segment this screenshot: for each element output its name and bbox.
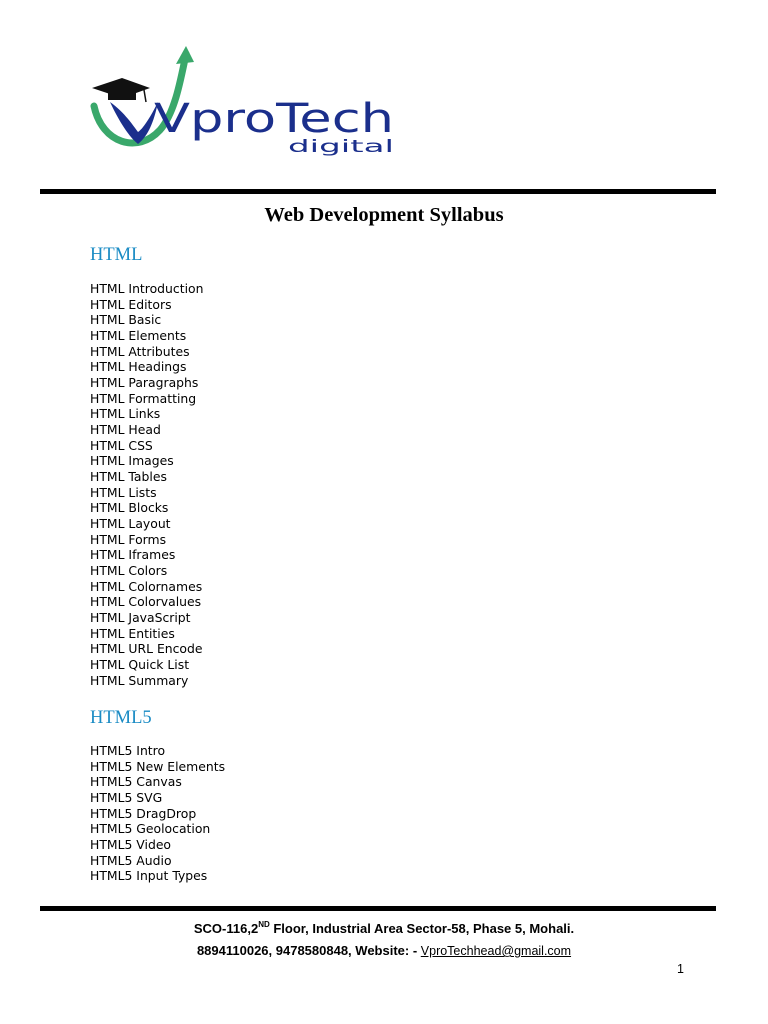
list-item: HTML Links xyxy=(90,406,161,422)
list-item: HTML Basic xyxy=(90,312,162,328)
list-item: HTML Colornames xyxy=(90,578,203,594)
list-item: HTML5 Canvas xyxy=(90,774,182,790)
logo-wordmark: VproTech xyxy=(154,96,394,142)
list-item: HTML Layout xyxy=(90,516,171,532)
list-item: HTML Summary xyxy=(90,672,189,688)
list-item: HTML Tables xyxy=(90,469,167,485)
list-item: HTML Introduction xyxy=(90,281,204,296)
address-prefix: SCO-116,2 xyxy=(193,921,259,936)
topic-list-html5 xyxy=(90,743,225,884)
list-item: HTML Paragraphs xyxy=(90,375,199,391)
list-item: HTML Editors xyxy=(90,296,172,312)
contact-text: 8894110026, 9478580848, Website: - xyxy=(196,943,421,958)
address-suffix: Floor, Industrial Area Sector-58, Phase 5, Mohali. xyxy=(269,921,575,936)
header-divider xyxy=(40,189,716,194)
list-item: HTML Images xyxy=(90,453,174,469)
section-heading-html: HTML xyxy=(90,245,143,265)
list-item: HTML Entities xyxy=(90,625,175,641)
list-item: HTML Forms xyxy=(90,531,167,547)
list-item: HTML Attributes xyxy=(90,343,190,359)
address-superscript: ND xyxy=(258,920,270,929)
list-item: HTML Quick List xyxy=(90,657,190,673)
footer-address xyxy=(0,920,768,938)
list-item: HTML5 Intro xyxy=(90,743,166,758)
list-item: HTML5 SVG xyxy=(90,790,163,806)
list-item: HTML CSS xyxy=(90,437,153,453)
list-item: HTML5 Geolocation xyxy=(90,821,211,837)
list-item: HTML Colorvalues xyxy=(90,594,202,610)
list-item: HTML URL Encode xyxy=(90,641,203,657)
email-link[interactable]: VproTechhead@gmail.com xyxy=(420,944,572,958)
list-item: HTML Head xyxy=(90,422,161,438)
logo-subtitle: digital xyxy=(288,137,394,156)
list-item: HTML5 New Elements xyxy=(90,758,226,774)
list-item: HTML Elements xyxy=(90,328,187,344)
list-item: HTML5 Video xyxy=(90,837,172,853)
list-item: HTML5 DragDrop xyxy=(90,805,197,821)
page-number: 1 xyxy=(677,962,684,976)
list-item: HTML Colors xyxy=(90,563,168,579)
section-heading-html5: HTML5 xyxy=(90,708,152,728)
footer-contact xyxy=(0,942,768,960)
list-item: HTML Blocks xyxy=(90,500,169,516)
list-item: HTML5 Input Types xyxy=(90,868,208,884)
list-item: HTML JavaScript xyxy=(90,610,191,626)
list-item: HTML Headings xyxy=(90,359,187,375)
footer-divider xyxy=(40,906,716,911)
list-item: HTML Lists xyxy=(90,484,157,500)
list-item: HTML Formatting xyxy=(90,390,197,406)
list-item: HTML Iframes xyxy=(90,547,176,563)
list-item: HTML5 Audio xyxy=(90,852,172,868)
topic-list-html xyxy=(90,281,203,688)
page-title: Web Development Syllabus xyxy=(264,204,504,226)
company-logo xyxy=(88,44,403,156)
